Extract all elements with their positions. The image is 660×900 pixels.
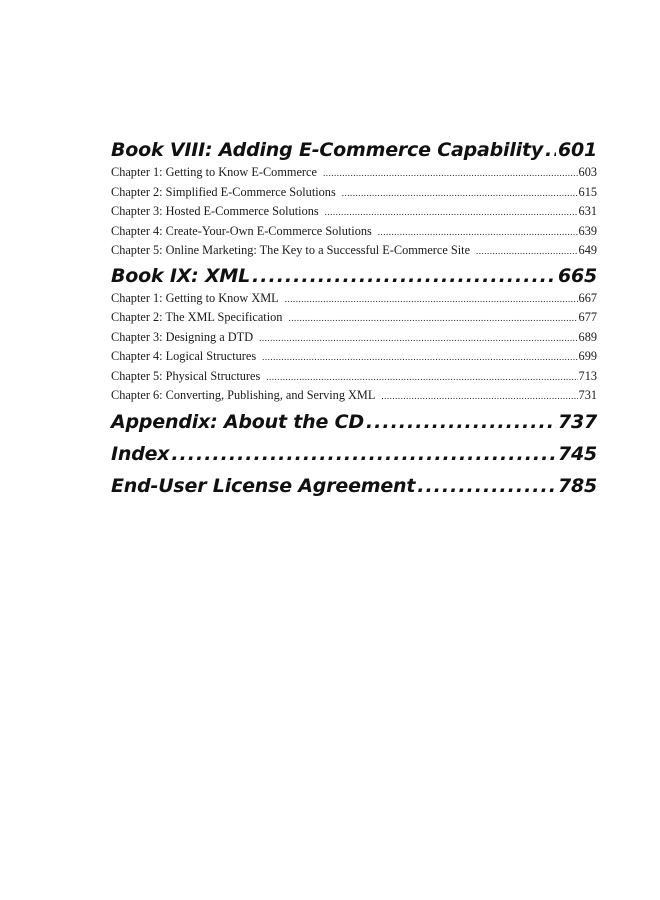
appendix-title: Appendix: About the CD bbox=[111, 410, 364, 433]
page-number: 677 bbox=[578, 310, 597, 324]
book-heading-book-9 bbox=[111, 264, 597, 288]
chapter-row bbox=[111, 241, 597, 261]
index-heading bbox=[111, 442, 597, 466]
dot-leader bbox=[545, 138, 556, 162]
dot-leader bbox=[342, 184, 578, 203]
chapter-title: Chapter 5: Physical Structures bbox=[111, 368, 261, 383]
page-number: 639 bbox=[578, 223, 597, 238]
chapter-row bbox=[111, 163, 597, 183]
chapter-title: Chapter 2: Simplified E-Commerce Solutions bbox=[111, 184, 336, 199]
dot-leader bbox=[288, 309, 577, 328]
dot-leader bbox=[323, 164, 578, 183]
chapter-row bbox=[111, 183, 597, 203]
dot-leader bbox=[381, 387, 577, 406]
dot-leader bbox=[325, 203, 578, 222]
chapter-row bbox=[111, 308, 597, 328]
appendix-heading bbox=[111, 410, 597, 434]
dot-leader bbox=[378, 223, 578, 242]
chapter-row bbox=[111, 222, 597, 242]
dot-leader bbox=[262, 348, 577, 367]
dot-leader bbox=[476, 242, 578, 261]
chapter-title: Chapter 1: Getting to Know XML bbox=[111, 290, 279, 305]
chapter-row bbox=[111, 347, 597, 367]
dot-leader bbox=[285, 290, 578, 309]
chapter-title: Chapter 5: Online Marketing: The Key to a Successful E-Commerce Site bbox=[111, 243, 471, 257]
page-number: 649 bbox=[578, 243, 597, 257]
page-number: 713 bbox=[578, 368, 597, 383]
license-title: End-User License Agreement bbox=[111, 474, 416, 497]
chapter-title: Chapter 3: Hosted E-Commerce Solutions bbox=[111, 204, 319, 218]
book-title: Book IX: XML bbox=[111, 264, 251, 287]
page-number: 689 bbox=[578, 329, 597, 344]
dot-leader bbox=[366, 410, 556, 434]
page-number: 665 bbox=[557, 264, 597, 287]
chapter-title: Chapter 1: Getting to Know E-Commerce bbox=[111, 165, 317, 179]
chapter-row bbox=[111, 289, 597, 309]
chapter-list bbox=[111, 163, 597, 261]
chapter-title: Chapter 3: Designing a DTD bbox=[111, 329, 254, 344]
chapter-row bbox=[111, 386, 597, 406]
chapter-row bbox=[111, 328, 597, 348]
table-of-contents bbox=[111, 138, 597, 498]
chapter-row bbox=[111, 202, 597, 222]
page-number: 699 bbox=[578, 349, 597, 363]
page-number: 737 bbox=[557, 410, 597, 433]
dot-leader bbox=[259, 329, 577, 348]
page-number: 745 bbox=[557, 442, 597, 465]
chapter-title: Chapter 2: The XML Specification bbox=[111, 310, 283, 324]
dot-leader bbox=[417, 474, 556, 498]
page-number: 601 bbox=[557, 139, 597, 161]
chapter-title: Chapter 6: Converting, Publishing, and Serving XML bbox=[111, 388, 376, 402]
book-title: Book VIII: Adding E-Commerce Capability bbox=[111, 139, 544, 161]
chapter-list bbox=[111, 289, 597, 406]
page-number: 731 bbox=[578, 388, 597, 402]
chapter-row bbox=[111, 367, 597, 387]
page-number: 667 bbox=[578, 290, 597, 305]
chapter-title: Chapter 4: Create-Your-Own E-Commerce Solutions bbox=[111, 223, 372, 238]
dot-leader bbox=[252, 264, 556, 288]
index-title: Index bbox=[111, 442, 170, 465]
dot-leader bbox=[171, 442, 556, 466]
dot-leader bbox=[266, 368, 577, 387]
page-number: 631 bbox=[578, 204, 597, 218]
page-number: 615 bbox=[578, 184, 597, 199]
page-number: 785 bbox=[557, 474, 597, 497]
license-heading bbox=[111, 474, 597, 498]
chapter-title: Chapter 4: Logical Structures bbox=[111, 349, 257, 363]
book-heading-book-8 bbox=[111, 138, 597, 162]
page-number: 603 bbox=[578, 165, 597, 179]
